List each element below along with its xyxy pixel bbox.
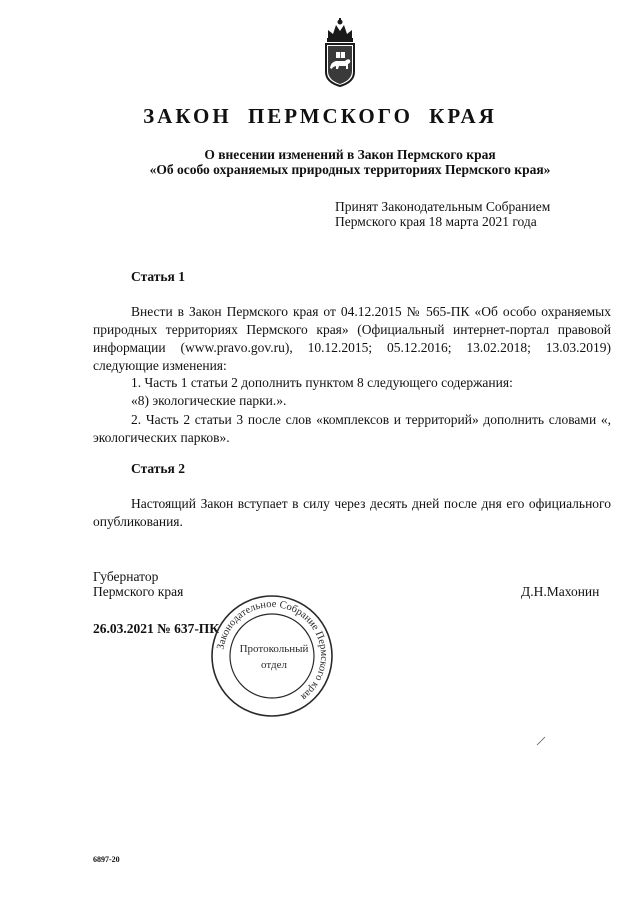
stamp-ring-text: Законодательное Собрание Пермского края bbox=[215, 598, 330, 703]
adoption-line: Пермского края 18 марта 2021 года bbox=[335, 214, 537, 229]
stamp-center-line: отдел bbox=[261, 659, 287, 671]
subtitle-line: О внесении изменений в Закон Пермского края bbox=[204, 147, 496, 162]
office-stamp bbox=[208, 592, 336, 720]
article-2-text: Настоящий Закон вступает в силу через десять дней после дня его официального опубликования. bbox=[93, 496, 611, 529]
signatory-position bbox=[93, 569, 183, 599]
article-1-item-1-quote: «8) экологические парки.». bbox=[131, 393, 287, 408]
law-date-number: 26.03.2021 № 637-ПК bbox=[93, 621, 220, 636]
signatory-name: Д.Н.Махонин bbox=[521, 584, 600, 599]
article-2-heading: Статья 2 bbox=[131, 461, 185, 476]
position-line: Губернатор bbox=[93, 569, 159, 584]
stamp-center-line: Протокольный bbox=[239, 643, 309, 655]
coat-of-arms-icon bbox=[319, 16, 361, 88]
article-1-heading: Статья 1 bbox=[131, 269, 185, 284]
adoption-note bbox=[335, 199, 615, 229]
article-1-intro: Внести в Закон Пермского края от 04.12.2015 № 565-ПК «Об особо охраняемых природных территориях Пермского края» (Официальный интернет-портал правовой информации (www.pravo.gov.ru), 10.12.2015; 05.12.2016; 13.02.2018; 13.03.2019) следующие изменения: bbox=[93, 304, 611, 373]
position-line: Пермского края bbox=[93, 584, 184, 599]
document-number: 6897-20 bbox=[93, 855, 120, 864]
law-title: ЗАКОН ПЕРМСКОГО КРАЯ bbox=[143, 104, 497, 128]
scan-mark-icon bbox=[535, 735, 547, 747]
adoption-line: Принят Законодательным Собранием bbox=[335, 199, 551, 214]
law-subtitle bbox=[80, 147, 620, 177]
article-1-item-1: 1. Часть 1 статьи 2 дополнить пунктом 8 следующего содержания: bbox=[131, 375, 513, 390]
subtitle-line: «Об особо охраняемых природных территориях Пермского края» bbox=[149, 162, 551, 177]
article-1-item-2: 2. Часть 2 статьи 3 после слов «комплексов и территорий» дополнить словами «, экологических парков». bbox=[93, 412, 611, 445]
